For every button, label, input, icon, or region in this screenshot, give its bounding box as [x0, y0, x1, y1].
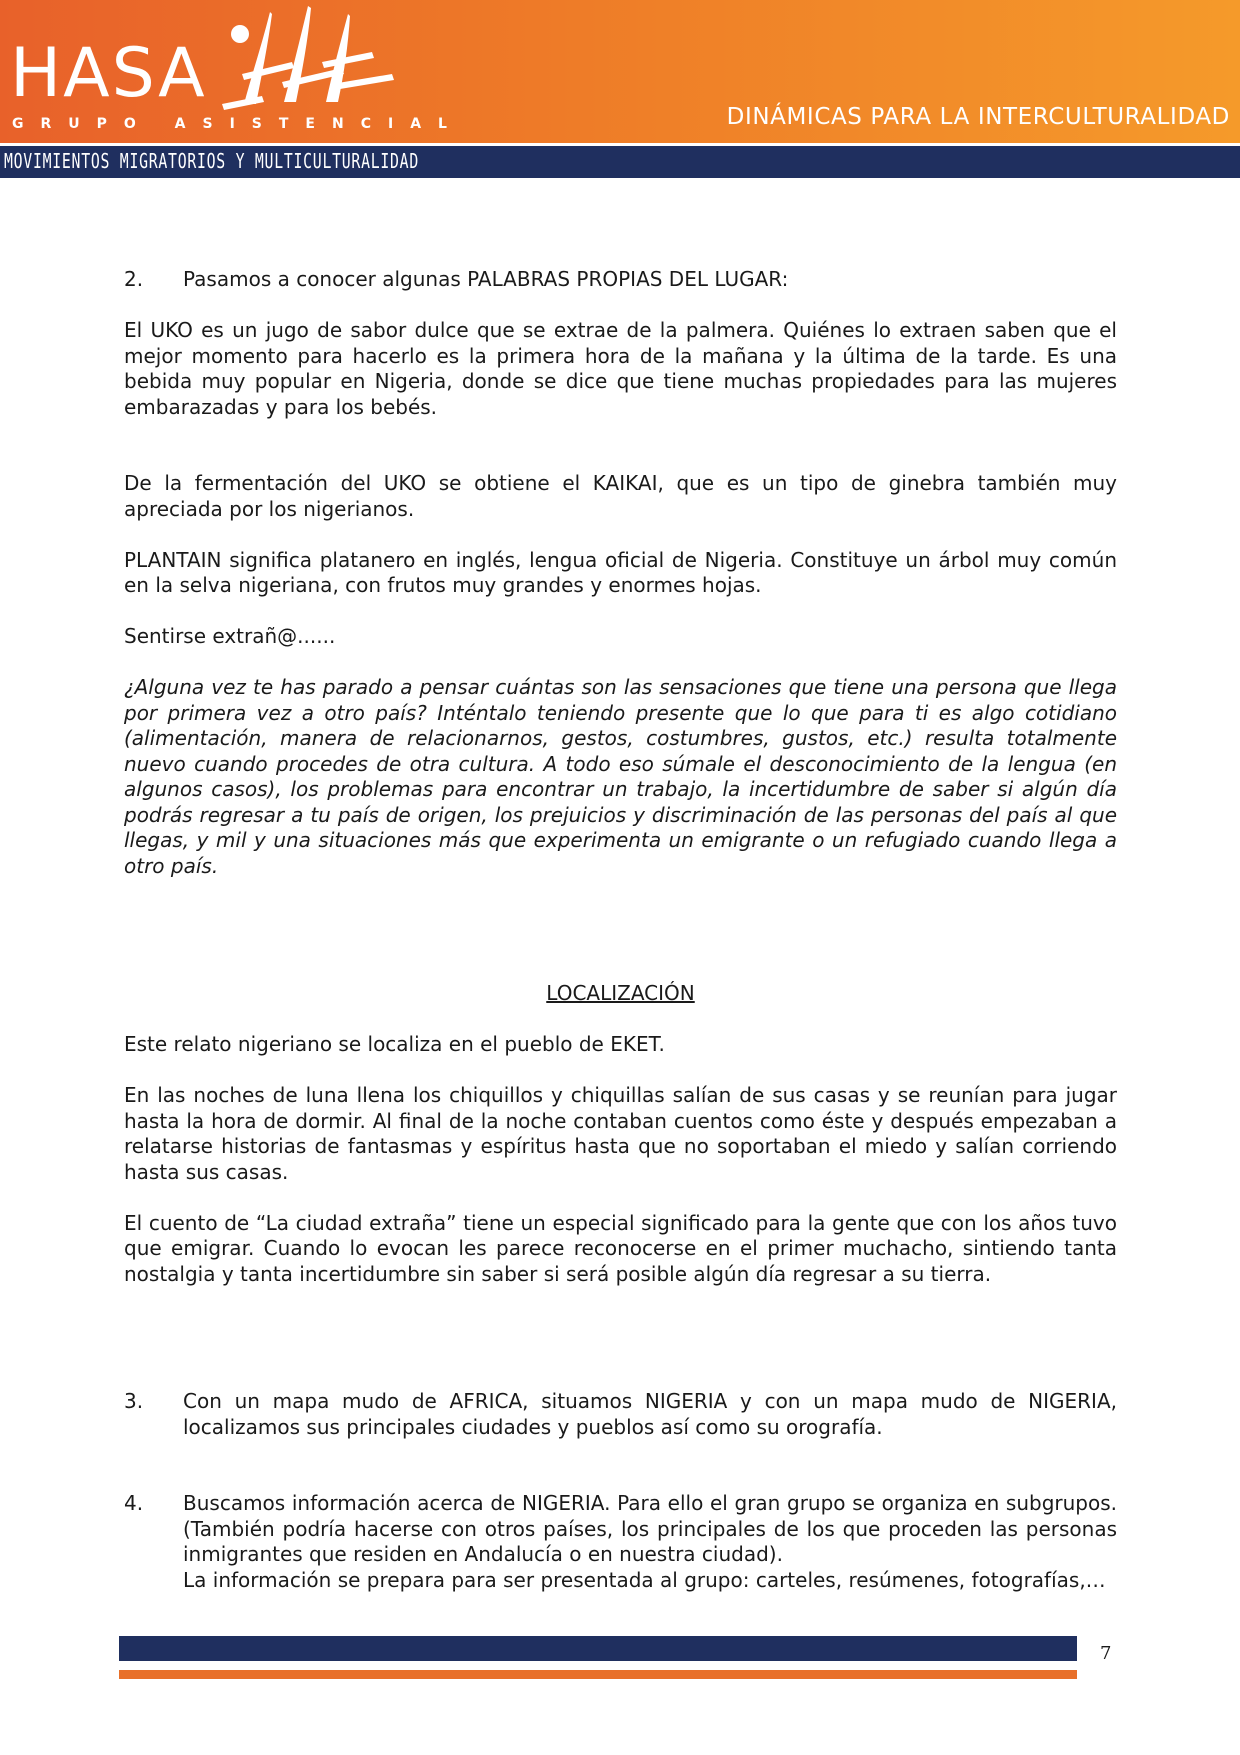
logo-subtitle: GRUPO ASISTENCIAL	[12, 116, 464, 132]
page-number: 7	[1100, 1643, 1112, 1664]
paragraph-reflection: ¿Alguna vez te has parado a pensar cuántas son las sensaciones que tiene una persona que llega por primera vez a otro país? Inténtalo teniendo presente que lo que para ti es algo cotidiano (alimentación, manera de relacionarnos, gestos, costumbres, gustos, etc.) resulta totalmente nuevo cuando procedes de otra cultura. A todo eso súmale el desconocimiento de la lengua (en algunos casos), los problemas para encontrar un trabajo, la incertidumbre de saber si algún día podrás regresar a tu país de origen, los prejuicios y discriminación de las personas del país al que llegas, y mil y una situaciones más que experimenta un emigrante o un refugiado cuando llega a otro país.	[124, 675, 1117, 878]
paragraph-cuento: El cuento de “La ciudad extraña” tiene un especial significado para la gente que con los años tuvo que emigrar. Cuando lo evocan les parece reconocerse en el primer muchacho, sintiendo tanta nostalgia y tanta incertidumbre sin saber si será posible algún día regresar a su tierra.	[124, 1210, 1117, 1286]
footer-blue-bar	[119, 1636, 1077, 1661]
header-title: DINÁMICAS PARA LA INTERCULTURALIDAD	[726, 104, 1230, 130]
list-number: 2.	[124, 267, 144, 291]
list-text: Pasamos a conocer algunas PALABRAS PROPIAS DEL LUGAR:	[183, 267, 789, 291]
list-number: 3.	[124, 1389, 144, 1413]
item-3	[124, 1389, 1117, 1440]
paragraph-plantain: PLANTAIN significa platanero en inglés, lengua oficial de Nigeria. Constituye un árbol muy común en la selva nigeriana, con frutos muy grandes y enormes hojas.	[124, 547, 1117, 597]
logo-text: HASA	[10, 34, 207, 113]
list-number: 4.	[124, 1491, 144, 1515]
list-text: Con un mapa mudo de AFRICA, situamos NIGERIA y con un mapa mudo de NIGERIA, localizamos sus principales ciudades y pueblos así como su orografía.	[183, 1389, 1117, 1439]
paragraph-uko: El UKO es un jugo de sabor dulce que se extrae de la palmera. Quiénes lo extraen saben que el mejor momento para hacerlo es la primera hora de la mañana y la última de la tarde. Es una bebida muy popular en Nigeria, donde se dice que tiene muchas propiedades para las mujeres embarazadas y para los bebés.	[124, 318, 1117, 419]
page-content	[124, 267, 1117, 1619]
paragraph-noches: En las noches de luna llena los chiquillos y chiquillas salían de sus casas y se reunían para jugar hasta la hora de dormir. Al final de la noche contaban cuentos como éste y después empezaban a relatarse historias de fantasmas y espíritus hasta que no soportaban el miedo y salían corriendo hasta sus casas.	[124, 1083, 1117, 1184]
list-text-continued: La información se prepara para ser presentada al grupo: carteles, resúmenes, fotografías,…	[183, 1567, 1106, 1592]
item-4	[124, 1491, 1117, 1593]
list-text-block	[183, 1491, 1117, 1593]
header-band-text: MOVIMIENTOS MIGRATORIOS Y MULTICULTURALIDAD	[4, 149, 419, 173]
footer-orange-bar	[119, 1670, 1077, 1679]
localizacion-heading: LOCALIZACIÓN	[546, 981, 695, 1005]
paragraph-kaikai: De la fermentación del UKO se obtiene el KAIKAI, que es un tipo de ginebra también muy apreciada por los nigerianos.	[124, 471, 1117, 521]
hasa-logo-icon	[222, 4, 412, 122]
paragraph-sentirse: Sentirse extrañ@......	[124, 624, 336, 648]
header-blue-band	[0, 146, 1240, 178]
list-text: Buscamos información acerca de NIGERIA. Para ello el gran grupo se organiza en subgrupos. (También podría hacerse con otros países, los principales de los que proceden las personas inmigrantes que residen en Andalucía o en nuestra ciudad).	[183, 1491, 1117, 1566]
paragraph-eket: Este relato nigeriano se localiza en el pueblo de EKET.	[124, 1032, 665, 1056]
page-header	[0, 0, 1240, 178]
section-2-heading	[124, 267, 1117, 293]
